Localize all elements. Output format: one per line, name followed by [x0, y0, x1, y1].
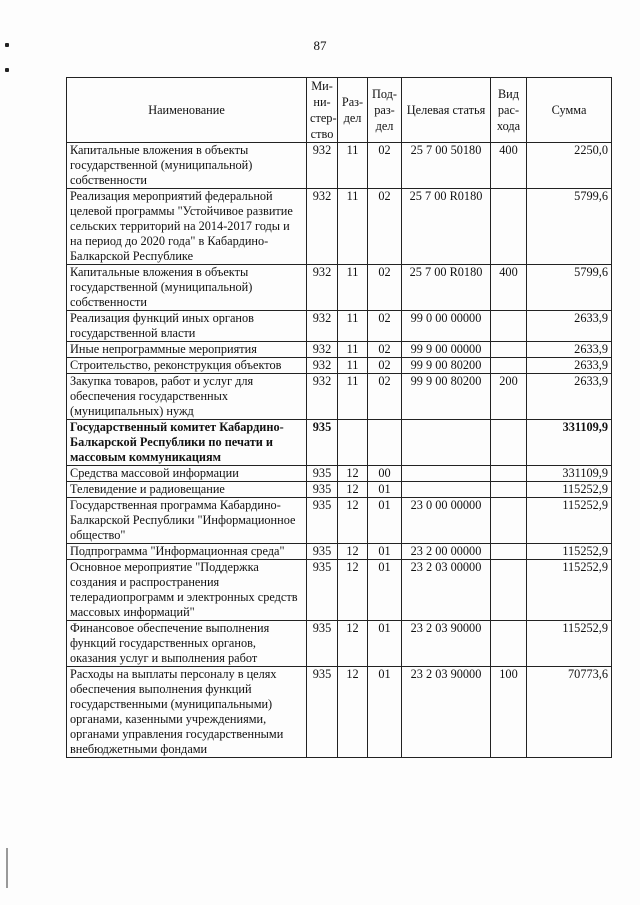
row-amount-cell: 2633,9 — [527, 342, 612, 358]
row-ministry-cell: 932 — [307, 265, 338, 311]
row-expense-type-cell: 100 — [491, 667, 527, 758]
row-amount-cell: 115252,9 — [527, 482, 612, 498]
row-subsection-cell — [368, 420, 402, 466]
row-subsection-cell: 01 — [368, 667, 402, 758]
row-subsection-cell: 01 — [368, 621, 402, 667]
row-name-cell: Государственная программа Кабардино-Балкарской Республики "Информационное общество" — [67, 498, 307, 544]
row-name-cell: Капитальные вложения в объекты государственной (муниципальной) собственности — [67, 143, 307, 189]
table-row — [67, 560, 612, 621]
row-target-cell: 99 9 00 80200 — [402, 374, 491, 420]
table-row — [67, 667, 612, 758]
table-row — [67, 544, 612, 560]
row-expense-type-cell: 400 — [491, 265, 527, 311]
row-ministry-cell: 932 — [307, 143, 338, 189]
header-name: Наименование — [67, 78, 307, 143]
row-ministry-cell: 932 — [307, 358, 338, 374]
table-header-row — [67, 78, 612, 143]
row-target-cell: 23 2 03 90000 — [402, 667, 491, 758]
row-section-cell: 12 — [338, 544, 368, 560]
table-row — [67, 358, 612, 374]
table-row — [67, 374, 612, 420]
row-subsection-cell: 02 — [368, 374, 402, 420]
row-subsection-cell: 02 — [368, 311, 402, 342]
row-amount-cell: 5799,6 — [527, 189, 612, 265]
row-section-cell: 11 — [338, 374, 368, 420]
row-target-cell: 99 9 00 80200 — [402, 358, 491, 374]
row-amount-cell: 2633,9 — [527, 374, 612, 420]
row-target-cell: 23 2 03 90000 — [402, 621, 491, 667]
row-amount-cell: 2250,0 — [527, 143, 612, 189]
table-row — [67, 311, 612, 342]
row-expense-type-cell — [491, 498, 527, 544]
row-subsection-cell: 02 — [368, 143, 402, 189]
row-section-cell: 11 — [338, 189, 368, 265]
row-expense-type-cell — [491, 420, 527, 466]
row-section-cell: 12 — [338, 466, 368, 482]
row-subsection-cell: 02 — [368, 265, 402, 311]
page-number: 87 — [313, 38, 327, 53]
scan-edge-mark — [6, 848, 8, 888]
row-name-cell: Средства массовой информации — [67, 466, 307, 482]
row-name-cell: Расходы на выплаты персоналу в целях обеспечения выполнения функций государственными (муниципальными) органами, казенными учреждениями, органами управления государственными внебюджетными фондами — [67, 667, 307, 758]
row-ministry-cell: 935 — [307, 544, 338, 560]
row-section-cell: 12 — [338, 498, 368, 544]
header-target: Целевая статья — [402, 78, 491, 143]
row-amount-cell: 115252,9 — [527, 560, 612, 621]
row-target-cell: 25 7 00 R0180 — [402, 265, 491, 311]
row-ministry-cell: 932 — [307, 342, 338, 358]
table-row — [67, 342, 612, 358]
header-ministry: Ми-ни-стер-ство — [307, 78, 338, 143]
scan-mark — [5, 68, 9, 72]
table-row — [67, 420, 612, 466]
row-expense-type-cell — [491, 189, 527, 265]
row-expense-type-cell — [491, 342, 527, 358]
scan-mark — [5, 43, 9, 47]
row-target-cell — [402, 420, 491, 466]
row-ministry-cell: 935 — [307, 420, 338, 466]
row-expense-type-cell — [491, 358, 527, 374]
row-section-cell: 11 — [338, 143, 368, 189]
table-row — [67, 143, 612, 189]
row-amount-cell: 5799,6 — [527, 265, 612, 311]
row-name-cell: Основное мероприятие "Поддержка создания и распространения телерадиопрограмм и электронных средств массовых информаций" — [67, 560, 307, 621]
table-body — [67, 143, 612, 758]
table-row — [67, 498, 612, 544]
row-expense-type-cell: 200 — [491, 374, 527, 420]
row-target-cell: 23 2 03 00000 — [402, 560, 491, 621]
row-expense-type-cell: 400 — [491, 143, 527, 189]
row-name-cell: Государственный комитет Кабардино-Балкарской Республики по печати и массовым коммуникациям — [67, 420, 307, 466]
row-amount-cell: 115252,9 — [527, 621, 612, 667]
row-subsection-cell: 02 — [368, 358, 402, 374]
row-ministry-cell: 932 — [307, 189, 338, 265]
row-name-cell: Телевидение и радиовещание — [67, 482, 307, 498]
row-section-cell — [338, 420, 368, 466]
row-section-cell: 12 — [338, 667, 368, 758]
row-target-cell — [402, 482, 491, 498]
row-ministry-cell: 935 — [307, 498, 338, 544]
row-ministry-cell: 935 — [307, 466, 338, 482]
table-row — [67, 189, 612, 265]
row-amount-cell: 70773,6 — [527, 667, 612, 758]
row-name-cell: Подпрограмма "Информационная среда" — [67, 544, 307, 560]
row-amount-cell: 331109,9 — [527, 420, 612, 466]
row-expense-type-cell — [491, 560, 527, 621]
table-row — [67, 265, 612, 311]
row-subsection-cell: 02 — [368, 189, 402, 265]
table-row — [67, 466, 612, 482]
row-amount-cell: 2633,9 — [527, 311, 612, 342]
row-subsection-cell: 00 — [368, 466, 402, 482]
budget-table — [66, 77, 612, 758]
row-section-cell: 11 — [338, 311, 368, 342]
row-section-cell: 12 — [338, 560, 368, 621]
row-name-cell: Строительство, реконструкция объектов — [67, 358, 307, 374]
row-ministry-cell: 932 — [307, 374, 338, 420]
row-subsection-cell: 01 — [368, 560, 402, 621]
row-expense-type-cell — [491, 544, 527, 560]
table-row — [67, 621, 612, 667]
row-target-cell: 23 0 00 00000 — [402, 498, 491, 544]
row-name-cell: Капитальные вложения в объекты государственной (муниципальной) собственности — [67, 265, 307, 311]
row-expense-type-cell — [491, 311, 527, 342]
row-section-cell: 11 — [338, 265, 368, 311]
row-target-cell: 99 9 00 00000 — [402, 342, 491, 358]
header-expense-type: Вид рас-хода — [491, 78, 527, 143]
row-ministry-cell: 935 — [307, 482, 338, 498]
row-amount-cell: 331109,9 — [527, 466, 612, 482]
row-name-cell: Закупка товаров, работ и услуг для обеспечения государственных (муниципальных) нужд — [67, 374, 307, 420]
header-amount: Сумма — [527, 78, 612, 143]
row-subsection-cell: 01 — [368, 498, 402, 544]
row-section-cell: 12 — [338, 621, 368, 667]
table-row — [67, 482, 612, 498]
row-ministry-cell: 935 — [307, 667, 338, 758]
row-expense-type-cell — [491, 466, 527, 482]
row-section-cell: 11 — [338, 342, 368, 358]
row-name-cell: Финансовое обеспечение выполнения функций государственных органов, оказания услуг и выполнения работ — [67, 621, 307, 667]
row-ministry-cell: 932 — [307, 311, 338, 342]
row-target-cell: 23 2 00 00000 — [402, 544, 491, 560]
row-expense-type-cell — [491, 482, 527, 498]
row-subsection-cell: 02 — [368, 342, 402, 358]
header-subsection: Под-раз-дел — [368, 78, 402, 143]
row-subsection-cell: 01 — [368, 544, 402, 560]
row-target-cell: 25 7 00 50180 — [402, 143, 491, 189]
row-ministry-cell: 935 — [307, 621, 338, 667]
row-amount-cell: 2633,9 — [527, 358, 612, 374]
row-target-cell — [402, 466, 491, 482]
header-section: Раз-дел — [338, 78, 368, 143]
row-amount-cell: 115252,9 — [527, 544, 612, 560]
row-ministry-cell: 935 — [307, 560, 338, 621]
row-subsection-cell: 01 — [368, 482, 402, 498]
row-target-cell: 25 7 00 R0180 — [402, 189, 491, 265]
row-name-cell: Реализация мероприятий федеральной целевой программы "Устойчивое развитие сельских территорий на 2014-2017 годы и на период до 2020 года" в Кабардино-Балкарской Республике — [67, 189, 307, 265]
row-amount-cell: 115252,9 — [527, 498, 612, 544]
row-name-cell: Иные непрограммные мероприятия — [67, 342, 307, 358]
row-section-cell: 12 — [338, 482, 368, 498]
row-expense-type-cell — [491, 621, 527, 667]
row-section-cell: 11 — [338, 358, 368, 374]
row-target-cell: 99 0 00 00000 — [402, 311, 491, 342]
row-name-cell: Реализация функций иных органов государственной власти — [67, 311, 307, 342]
